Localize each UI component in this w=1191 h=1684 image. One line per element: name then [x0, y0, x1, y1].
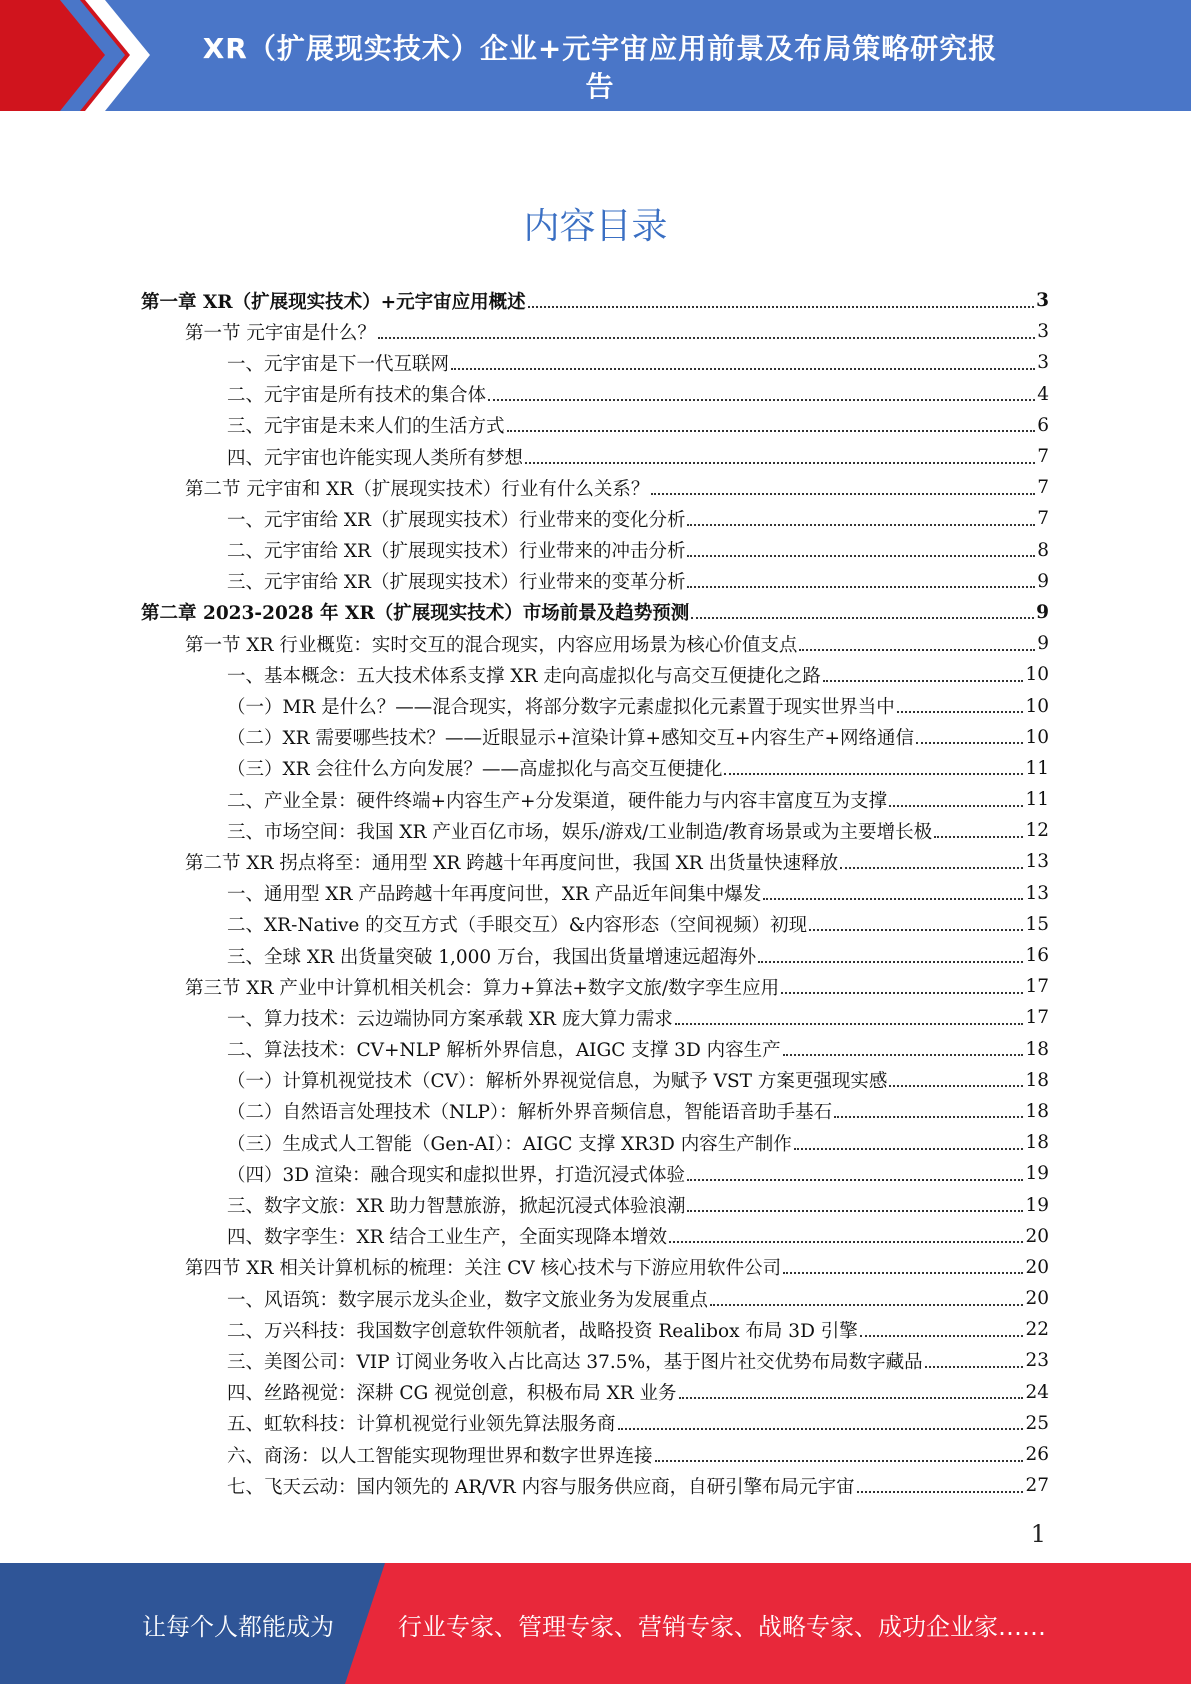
toc-leader-dots: [687, 586, 1035, 588]
toc-entry[interactable]: [141, 1314, 1049, 1345]
toc-entry-text: 第二节 XR 拐点将至：通用型 XR 跨越十年再度问世，我国 XR 出货量快速释放: [185, 852, 839, 874]
toc-leader-dots: [763, 898, 1023, 900]
footer-banner: [0, 1563, 1191, 1684]
toc-entry-page: 19: [1025, 1163, 1049, 1185]
toc-entry[interactable]: [141, 1470, 1049, 1501]
toc-entry-page: 12: [1025, 820, 1049, 842]
toc-entry-text: 二、XR-Native 的交互方式（手眼交互）&内容形态（空间视频）初现: [227, 915, 808, 937]
toc-entry-page: 10: [1025, 695, 1049, 717]
toc-entry[interactable]: [141, 379, 1049, 410]
toc-entry-text: 四、数字孪生：XR 结合工业生产，全面实现降本增效: [227, 1227, 667, 1249]
toc-entry-page: 11: [1025, 757, 1049, 779]
toc-heading: 内容目录: [523, 206, 668, 247]
toc-leader-dots: [823, 680, 1024, 682]
toc-entry[interactable]: [141, 940, 1049, 971]
toc-entry-text: （三）XR 会往什么方向发展？——高虚拟化与高交互便捷化: [227, 759, 723, 781]
toc-entry-page: 7: [1037, 477, 1049, 499]
toc-entry-page: 7: [1037, 446, 1049, 468]
toc-entry-page: 10: [1025, 726, 1049, 748]
toc-leader-dots: [809, 929, 1023, 931]
toc-entry[interactable]: [141, 535, 1049, 566]
toc-entry-page: 3: [1037, 352, 1049, 374]
toc-entry-text: 一、通用型 XR 产品跨越十年再度问世，XR 产品近年间集中爆发: [227, 884, 762, 906]
toc-leader-dots: [687, 524, 1035, 526]
toc-entry-text: 四、元宇宙也许能实现人类所有梦想: [227, 447, 524, 469]
toc-entry[interactable]: [141, 753, 1049, 784]
toc-entry[interactable]: [141, 472, 1049, 503]
toc-entry-page: 19: [1025, 1194, 1049, 1216]
toc-entry-text: 三、元宇宙给 XR（扩展现实技术）行业带来的变革分析: [227, 572, 686, 594]
report-title: [150, 30, 1050, 106]
toc-entry-text: 二、算法技术：CV+NLP 解析外界信息，AIGC 支撑 3D 内容生产: [227, 1040, 781, 1062]
toc-entry-text: 第三节 XR 产业中计算机相关机会：算力+算法+数字文旅/数字孪生应用: [185, 977, 780, 999]
toc-entry-page: 18: [1025, 1132, 1049, 1154]
toc-entry-text: （三）生成式人工智能（Gen-AI）：AIGC 支撑 XR3D 内容生产制作: [227, 1133, 792, 1155]
toc-entry-page: 18: [1025, 1069, 1049, 1091]
toc-leader-dots: [687, 1210, 1023, 1212]
toc-entry-text: 三、市场空间：我国 XR 产业百亿市场，娱乐/游戏/工业制造/教育场景或为主要增长极: [227, 821, 933, 843]
toc-leader-dots: [687, 555, 1035, 557]
toc-entry-page: 20: [1025, 1256, 1049, 1278]
toc-entry[interactable]: [141, 846, 1049, 877]
toc-leader-dots: [507, 430, 1036, 432]
toc-entry[interactable]: [141, 1034, 1049, 1065]
toc-entry-page: 4: [1037, 383, 1049, 405]
toc-leader-dots: [794, 1148, 1024, 1150]
toc-entry-text: 第一章 XR（扩展现实技术）+元宇宙应用概述: [141, 291, 526, 313]
toc-entry[interactable]: [141, 1096, 1049, 1127]
toc-entry[interactable]: [141, 1377, 1049, 1408]
toc-leader-dots: [897, 711, 1024, 713]
toc-leader-dots: [834, 1116, 1023, 1118]
toc-leader-dots: [675, 1023, 1024, 1025]
toc-entry-text: （一）MR 是什么？——混合现实，将部分数字元素虚拟化元素置于现实世界当中: [227, 697, 895, 719]
toc-entry-page: 11: [1025, 789, 1049, 811]
toc-leader-dots: [378, 337, 1035, 339]
toc-entry-text: 一、算力技术：云边端协同方案承载 XR 庞大算力需求: [227, 1008, 673, 1030]
toc-entry-text: 第四节 XR 相关计算机标的梳理：关注 CV 核心技术与下游应用软件公司: [185, 1258, 782, 1280]
toc-leader-dots: [710, 1304, 1023, 1306]
toc-entry-text: 第二节 元宇宙和 XR（扩展现实技术）行业有什么关系？: [185, 478, 650, 500]
toc-leader-dots: [781, 992, 1023, 994]
toc-entry[interactable]: [141, 1408, 1049, 1439]
toc-entry-page: 3: [1037, 321, 1049, 343]
toc-entry[interactable]: [141, 597, 1049, 628]
toc-entry-page: 26: [1025, 1444, 1049, 1466]
toc-entry-page: 18: [1025, 1100, 1049, 1122]
toc-entry-text: 二、产业全景：硬件终端+内容生产+分发渠道，硬件能力与内容丰富度互为支撑: [227, 790, 888, 812]
toc-leader-dots: [799, 649, 1035, 651]
toc-entry-page: 9: [1037, 570, 1049, 592]
toc-entry[interactable]: [141, 347, 1049, 378]
toc-entry[interactable]: [141, 1439, 1049, 1470]
toc-entry-page: 9: [1036, 601, 1049, 623]
toc-entry-page: 16: [1025, 945, 1049, 967]
toc-entry-text: 四、丝路视觉：深耕 CG 视觉创意，积极布局 XR 业务: [227, 1383, 677, 1405]
toc-entry[interactable]: [141, 1127, 1049, 1158]
toc-leader-dots: [528, 306, 1034, 308]
toc-leader-dots: [840, 867, 1023, 869]
toc-entry-page: 15: [1025, 913, 1049, 935]
toc-entry-page: 8: [1037, 539, 1049, 561]
toc-entry-page: 27: [1025, 1475, 1049, 1497]
toc-leader-dots: [783, 1054, 1024, 1056]
toc-entry-page: 13: [1025, 851, 1049, 873]
toc-entry-text: 第二章 2023-2028 年 XR（扩展现实技术）市场前景及趋势预测: [141, 603, 690, 625]
toc-entry-text: （二）XR 需要哪些技术？——近眼显示+渲染计算+感知交互+内容生产+网络通信: [227, 728, 914, 750]
toc-entry-page: 3: [1036, 290, 1049, 312]
toc-entry[interactable]: [141, 285, 1049, 316]
toc-entry-text: （二）自然语言处理技术（NLP）：解析外界音频信息，智能语音助手基石: [227, 1102, 833, 1124]
toc-entry-page: 24: [1025, 1381, 1049, 1403]
toc-leader-dots: [618, 1428, 1024, 1430]
toc-leader-dots: [679, 1397, 1024, 1399]
toc-entry[interactable]: [141, 441, 1049, 472]
toc-entry[interactable]: [141, 722, 1049, 753]
toc-leader-dots: [934, 836, 1023, 838]
toc-leader-dots: [758, 961, 1023, 963]
toc-entry-text: 二、元宇宙是所有技术的集合体: [227, 385, 487, 407]
toc-entry-text: 三、全球 XR 出货量突破 1,000 万台，我国出货量增速远超海外: [227, 946, 757, 968]
toc-entry-text: 一、元宇宙是下一代互联网: [227, 353, 450, 375]
toc-leader-dots: [857, 1491, 1024, 1493]
toc-leader-dots: [687, 1179, 1023, 1181]
toc-entry-page: 10: [1025, 664, 1049, 686]
header-banner: [0, 0, 1191, 111]
toc-leader-dots: [669, 1241, 1023, 1243]
toc-entry-text: 一、元宇宙给 XR（扩展现实技术）行业带来的变化分析: [227, 509, 686, 531]
toc-entry[interactable]: [141, 690, 1049, 721]
toc-leader-dots: [925, 1366, 1024, 1368]
toc-entry[interactable]: [141, 1252, 1049, 1283]
toc-entry-page: 18: [1025, 1038, 1049, 1060]
report-title-line1: XR（扩展现实技术）企业+元宇宙应用前景及布局策略研究报: [202, 32, 998, 65]
toc-entry-text: （一）计算机视觉技术（CV）：解析外界视觉信息，为赋予 VST 方案更强现实感: [227, 1071, 888, 1093]
toc-entry[interactable]: [141, 628, 1049, 659]
toc-leader-dots: [525, 462, 1035, 464]
toc-entry[interactable]: [141, 1221, 1049, 1252]
page-number: 1: [1030, 1520, 1046, 1548]
toc-entry-page: 23: [1025, 1350, 1049, 1372]
toc-entry[interactable]: [141, 1002, 1049, 1033]
table-of-contents: [141, 285, 1049, 1501]
toc-leader-dots: [889, 1085, 1023, 1087]
toc-entry[interactable]: [141, 909, 1049, 940]
footer-slogan-left: 让每个人都能成为: [142, 1613, 334, 1641]
toc-entry-text: 第一节 元宇宙是什么？: [185, 322, 376, 344]
toc-leader-dots: [783, 1272, 1023, 1274]
toc-leader-dots: [655, 1460, 1024, 1462]
toc-entry-text: 五、虹软科技：计算机视觉行业领先算法服务商: [227, 1414, 616, 1436]
toc-entry-text: 二、万兴科技：我国数字创意软件领航者，战略投资 Realibox 布局 3D 引擎: [227, 1320, 858, 1342]
toc-leader-dots: [889, 805, 1023, 807]
toc-entry[interactable]: [141, 410, 1049, 441]
toc-entry-page: 20: [1025, 1288, 1049, 1310]
toc-entry-page: 25: [1025, 1412, 1049, 1434]
toc-entry-page: 20: [1025, 1225, 1049, 1247]
toc-entry[interactable]: [141, 1158, 1049, 1189]
toc-entry-page: 6: [1037, 414, 1049, 436]
toc-entry-page: 7: [1037, 508, 1049, 530]
toc-entry[interactable]: [141, 566, 1049, 597]
toc-entry-text: 二、元宇宙给 XR（扩展现实技术）行业带来的冲击分析: [227, 541, 686, 563]
report-title-line2: 告: [585, 70, 615, 103]
toc-entry[interactable]: [141, 815, 1049, 846]
toc-entry-page: 13: [1025, 882, 1049, 904]
toc-entry-text: 七、飞天云动：国内领先的 AR/VR 内容与服务供应商，自研引擎布局元宇宙: [227, 1476, 855, 1498]
toc-entry-page: 9: [1037, 633, 1049, 655]
toc-entry[interactable]: [141, 1065, 1049, 1096]
toc-entry[interactable]: [141, 316, 1049, 347]
toc-entry[interactable]: [141, 784, 1049, 815]
toc-entry[interactable]: [141, 971, 1049, 1002]
toc-entry[interactable]: [141, 1189, 1049, 1220]
toc-entry-page: 22: [1025, 1319, 1049, 1341]
toc-leader-dots: [488, 399, 1035, 401]
toc-leader-dots: [451, 368, 1035, 370]
toc-entry[interactable]: [141, 659, 1049, 690]
toc-entry-page: 17: [1025, 976, 1049, 998]
toc-entry-text: 一、风语筑：数字展示龙头企业，数字文旅业务为发展重点: [227, 1289, 709, 1311]
toc-entry-text: 一、基本概念：五大技术体系支撑 XR 走向高虚拟化与高交互便捷化之路: [227, 665, 821, 687]
header-chevron-decoration: [0, 0, 160, 111]
footer-slogan-right: 行业专家、管理专家、营销专家、战略专家、成功企业家……: [398, 1613, 1046, 1641]
toc-entry-text: 三、美图公司：VIP 订阅业务收入占比高达 37.5%，基于图片社交优势布局数字藏品: [227, 1351, 923, 1373]
toc-leader-dots: [860, 1335, 1024, 1337]
toc-leader-dots: [916, 742, 1023, 744]
toc-entry-text: （四）3D 渲染：融合现实和虚拟世界，打造沉浸式体验: [227, 1164, 685, 1186]
toc-entry-text: 第一节 XR 行业概览：实时交互的混合现实，内容应用场景为核心价值支点: [185, 634, 798, 656]
toc-entry-page: 17: [1025, 1007, 1049, 1029]
toc-entry[interactable]: [141, 1283, 1049, 1314]
toc-leader-dots: [651, 493, 1035, 495]
toc-entry-text: 三、数字文旅：XR 助力智慧旅游，掀起沉浸式体验浪潮: [227, 1196, 686, 1218]
toc-entry-text: 六、商汤：以人工智能实现物理世界和数字世界连接: [227, 1445, 653, 1467]
toc-entry-text: 三、元宇宙是未来人们的生活方式: [227, 416, 505, 438]
toc-leader-dots: [691, 617, 1034, 619]
toc-entry[interactable]: [141, 503, 1049, 534]
toc-leader-dots: [724, 773, 1023, 775]
toc-entry[interactable]: [141, 878, 1049, 909]
toc-entry[interactable]: [141, 1345, 1049, 1376]
